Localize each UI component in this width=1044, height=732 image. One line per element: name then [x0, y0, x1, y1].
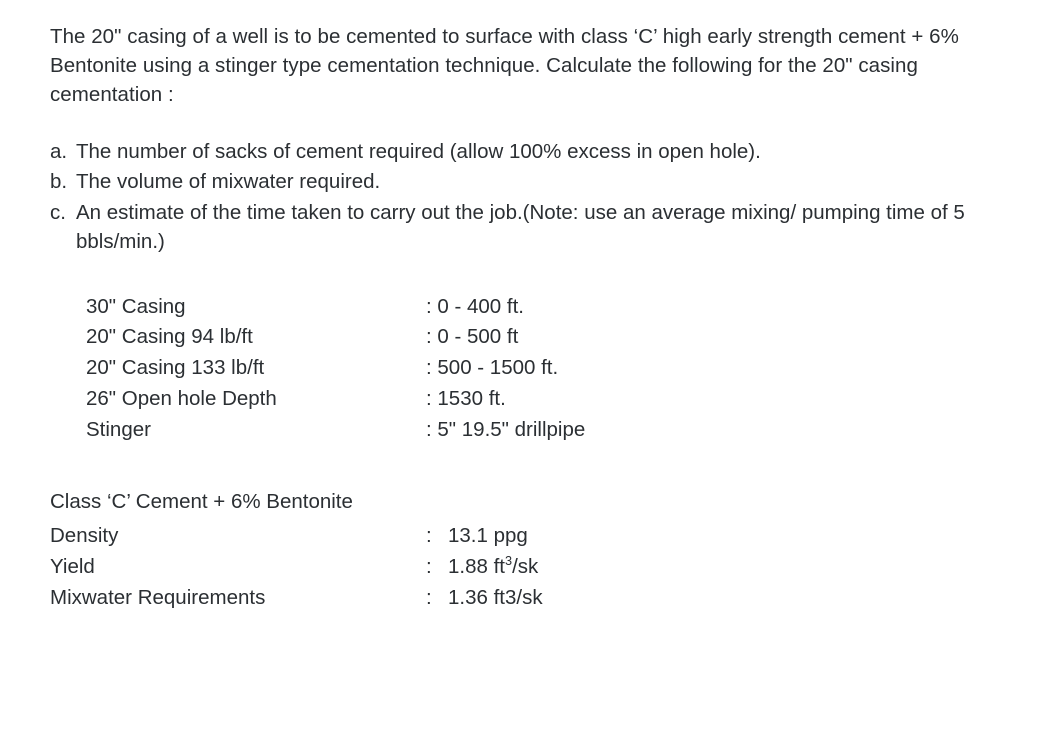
question-text: An estimate of the time taken to carry out the job.(Note: use an average mixing/ pumping time of 5 bbls/min.): [76, 200, 965, 253]
list-item: [50, 137, 994, 166]
table-row: [86, 292, 846, 323]
list-item: [50, 167, 994, 196]
cement-value-main: 13.1 ppg: [448, 524, 528, 548]
problem-intro: [50, 22, 994, 109]
table-row: [86, 322, 846, 353]
cement-colon: :: [426, 554, 432, 578]
spec-value: : 500 - 1500 ft.: [426, 356, 559, 380]
cement-value: [448, 521, 543, 552]
table-row: [86, 353, 846, 384]
question-list: [50, 137, 994, 255]
spec-value: : 0 - 500 ft: [426, 325, 519, 349]
spec-value: : 5" 19.5" drillpipe: [426, 417, 586, 441]
problem-intro-text: The 20" casing of a well is to be cemented to surface with class ‘C’ high early strength cement + 6% Bentonite using a stinger type cementation technique. Calculate the following for the 20" casing cementation :: [50, 25, 959, 107]
cement-heading: Class ‘C’ Cement + 6% Bentonite: [50, 490, 353, 514]
cement-value-main: 1.36 ft3/sk: [448, 585, 543, 609]
spec-value: : 0 - 400 ft.: [426, 294, 524, 318]
cement-spec-table: [50, 521, 543, 613]
cement-label: Yield: [50, 554, 95, 578]
table-row: [50, 583, 543, 614]
question-marker: b.: [50, 170, 68, 194]
question-marker: a.: [50, 140, 68, 164]
cement-label: Mixwater Requirements: [50, 585, 266, 609]
table-row: [86, 384, 846, 415]
cement-colon: :: [426, 585, 432, 609]
cement-value: [448, 583, 543, 614]
well-spec-table: [86, 292, 846, 446]
cement-label: Density: [50, 524, 119, 548]
spec-label: Stinger: [86, 417, 151, 441]
cement-value: [448, 552, 543, 583]
table-row: [86, 415, 846, 446]
cement-value-exponent: 3: [505, 552, 513, 568]
question-marker: c.: [50, 200, 66, 224]
list-item: [50, 198, 994, 256]
table-row: [50, 552, 543, 583]
spec-label: 20" Casing 133 lb/ft: [86, 356, 265, 380]
spec-label: 26" Open hole Depth: [86, 386, 277, 410]
cement-spec-block: [50, 487, 994, 613]
spec-value: : 1530 ft.: [426, 386, 506, 410]
spec-label: 20" Casing 94 lb/ft: [86, 325, 253, 349]
question-text: The number of sacks of cement required (allow 100% excess in open hole).: [76, 140, 761, 164]
cement-value-main: 1.88 ft: [448, 554, 505, 578]
cement-value-unit: /sk: [512, 554, 539, 578]
question-text: The volume of mixwater required.: [76, 170, 381, 194]
table-row: [50, 521, 543, 552]
spec-label: 30" Casing: [86, 294, 186, 318]
cement-colon: :: [426, 524, 432, 548]
